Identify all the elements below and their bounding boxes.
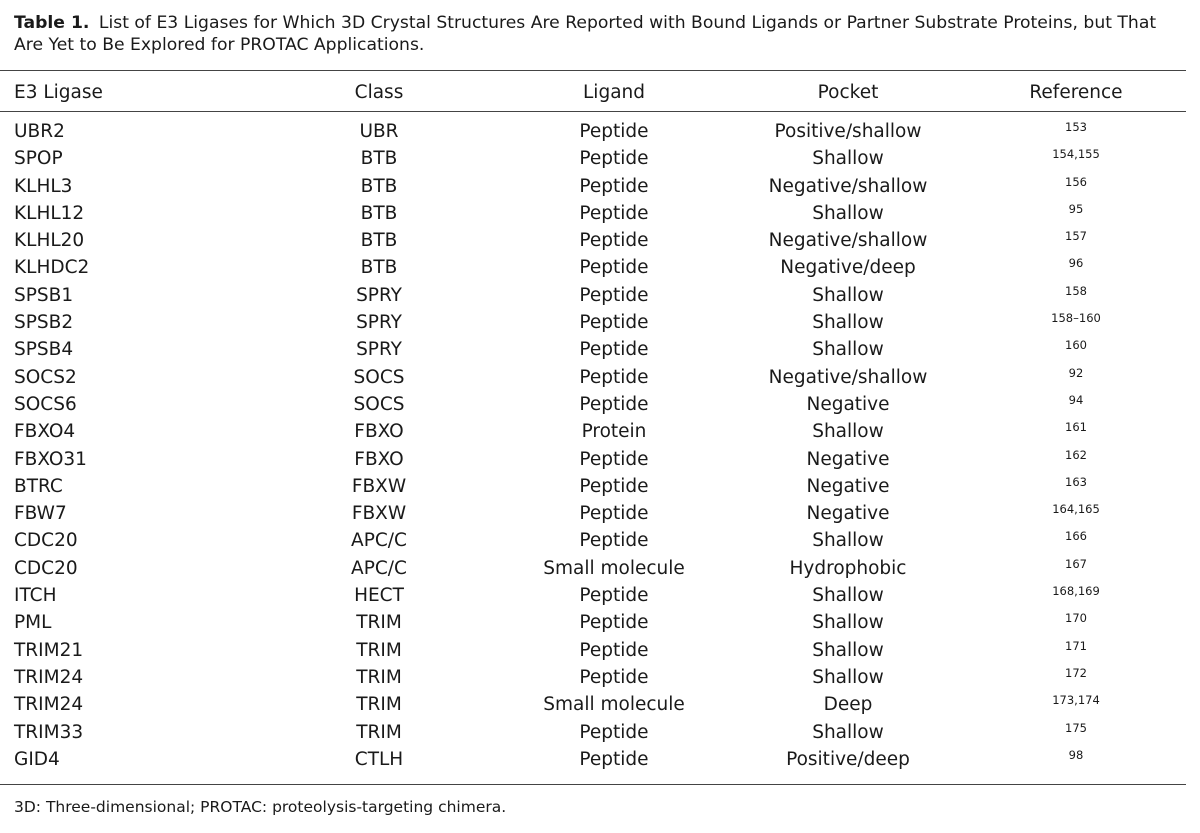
table-row <box>0 691 1200 718</box>
cell-pocket: Negative/shallow <box>768 175 928 197</box>
cell-pocket: Shallow <box>812 202 884 224</box>
table-row <box>0 391 1200 418</box>
table-row <box>0 112 1200 145</box>
table-body <box>0 112 1200 773</box>
table-bottom-rule <box>0 784 1186 785</box>
table-header-row <box>0 72 1200 112</box>
table-row <box>0 527 1200 554</box>
cell-class: SPRY <box>356 312 402 334</box>
cell-e3-ligase: KLHL20 <box>14 230 85 252</box>
cell-ligand: Peptide <box>579 721 649 743</box>
cell-pocket: Shallow <box>812 721 884 743</box>
cell-class: FBXW <box>351 503 407 525</box>
cell-reference: 164,165 <box>1052 502 1100 517</box>
table-caption <box>14 12 1184 56</box>
cell-class: BTB <box>360 230 398 252</box>
cell-e3-ligase: KLHL3 <box>14 175 73 197</box>
cell-ligand: Peptide <box>579 366 649 388</box>
cell-ligand: Peptide <box>579 475 649 497</box>
cell-reference: 160 <box>1065 338 1087 353</box>
cell-class: FBXO <box>354 448 404 470</box>
table-row <box>0 227 1200 254</box>
cell-ligand: Small molecule <box>543 557 685 579</box>
cell-ligand: Peptide <box>579 257 649 279</box>
cell-class: FBXW <box>351 475 407 497</box>
cell-reference: 175 <box>1065 720 1087 735</box>
table-row <box>0 582 1200 609</box>
cell-e3-ligase: KLHL12 <box>14 202 85 224</box>
cell-reference: 166 <box>1065 529 1087 544</box>
cell-pocket: Shallow <box>812 666 884 688</box>
cell-e3-ligase: PML <box>14 612 52 634</box>
cell-ligand: Peptide <box>579 393 649 415</box>
cell-class: TRIM <box>356 721 402 743</box>
table-row <box>0 719 1200 746</box>
cell-e3-ligase: BTRC <box>14 475 63 497</box>
cell-e3-ligase: TRIM21 <box>14 639 84 661</box>
cell-e3-ligase: SPSB4 <box>14 339 74 361</box>
cell-class: SOCS <box>353 366 405 388</box>
cell-reference: 154,155 <box>1052 147 1100 162</box>
cell-e3-ligase: SOCS6 <box>14 393 77 415</box>
cell-class: FBXO <box>354 421 404 443</box>
cell-e3-ligase: CDC20 <box>14 557 78 579</box>
cell-pocket: Shallow <box>812 421 884 443</box>
cell-ligand: Protein <box>581 421 647 443</box>
cell-pocket: Shallow <box>812 612 884 634</box>
cell-reference: 161 <box>1065 420 1087 435</box>
cell-ligand: Peptide <box>579 312 649 334</box>
table-row <box>0 336 1200 363</box>
table-row <box>0 309 1200 336</box>
table-row <box>0 500 1200 527</box>
cell-reference: 158–160 <box>1051 311 1101 326</box>
cell-e3-ligase: TRIM24 <box>14 694 84 716</box>
cell-ligand: Peptide <box>579 666 649 688</box>
header-class: Class <box>354 81 404 103</box>
cell-class: BTB <box>360 202 398 224</box>
cell-ligand: Peptide <box>579 748 649 770</box>
cell-reference: 95 <box>1068 201 1084 216</box>
header-pocket: Pocket <box>817 81 879 103</box>
cell-pocket: Shallow <box>812 312 884 334</box>
table-row <box>0 637 1200 664</box>
cell-reference: 172 <box>1065 665 1087 680</box>
cell-class: BTB <box>360 148 398 170</box>
cell-reference: 168,169 <box>1052 584 1100 599</box>
table-row <box>0 446 1200 473</box>
cell-pocket: Shallow <box>812 530 884 552</box>
cell-e3-ligase: TRIM24 <box>14 666 84 688</box>
cell-e3-ligase: SPSB2 <box>14 312 74 334</box>
cell-e3-ligase: FBXO4 <box>14 421 76 443</box>
header-ligand: Ligand <box>583 81 645 103</box>
cell-reference: 98 <box>1068 747 1084 762</box>
cell-ligand: Peptide <box>579 503 649 525</box>
cell-ligand: Peptide <box>579 612 649 634</box>
cell-reference: 171 <box>1065 638 1087 653</box>
cell-class: SPRY <box>356 339 402 361</box>
cell-pocket: Shallow <box>812 639 884 661</box>
cell-reference: 156 <box>1065 174 1087 189</box>
cell-ligand: Peptide <box>579 339 649 361</box>
table-row <box>0 254 1200 281</box>
cell-e3-ligase: FBW7 <box>14 503 67 525</box>
cell-pocket: Negative <box>806 393 890 415</box>
cell-class: BTB <box>360 257 398 279</box>
table-row <box>0 555 1200 582</box>
table-row <box>0 364 1200 391</box>
cell-reference: 158 <box>1065 283 1087 298</box>
cell-class: TRIM <box>356 666 402 688</box>
cell-e3-ligase: ITCH <box>14 585 57 607</box>
cell-class: SPRY <box>356 284 402 306</box>
table-row <box>0 473 1200 500</box>
table-row <box>0 145 1200 172</box>
cell-ligand: Small molecule <box>543 694 685 716</box>
cell-class: SOCS <box>353 393 405 415</box>
cell-ligand: Peptide <box>579 121 649 142</box>
cell-class: BTB <box>360 175 398 197</box>
cell-pocket: Negative <box>806 475 890 497</box>
cell-pocket: Shallow <box>812 284 884 306</box>
cell-class: APC/C <box>351 530 407 552</box>
cell-reference: 163 <box>1065 474 1087 489</box>
header-reference: Reference <box>1029 81 1123 103</box>
cell-pocket: Negative/deep <box>780 257 916 279</box>
table-row <box>0 664 1200 691</box>
cell-ligand: Peptide <box>579 448 649 470</box>
table-caption-text: List of E3 Ligases for Which 3D Crystal Structures Are Reported with Bound Ligands or Partner Substrate Proteins, but That Are Yet to Be Explored for PROTAC Applications. <box>14 13 1157 55</box>
cell-ligand: Peptide <box>579 639 649 661</box>
cell-pocket: Shallow <box>812 585 884 607</box>
cell-e3-ligase: SOCS2 <box>14 366 77 388</box>
cell-pocket: Negative <box>806 448 890 470</box>
cell-reference: 96 <box>1068 256 1084 271</box>
cell-e3-ligase: FBXO31 <box>14 448 87 470</box>
table-caption-label: Table 1. <box>14 13 90 33</box>
cell-class: CTLH <box>354 748 404 770</box>
cell-reference: 170 <box>1065 611 1087 626</box>
cell-e3-ligase: SPSB1 <box>14 284 74 306</box>
table-row <box>0 746 1200 773</box>
cell-reference: 94 <box>1068 392 1084 407</box>
cell-e3-ligase: UBR2 <box>14 121 65 142</box>
table-row <box>0 282 1200 309</box>
cell-class: APC/C <box>351 557 407 579</box>
cell-pocket: Positive/deep <box>786 748 910 770</box>
cell-ligand: Peptide <box>579 530 649 552</box>
cell-reference: 157 <box>1065 229 1087 244</box>
cell-class: TRIM <box>356 612 402 634</box>
cell-e3-ligase: TRIM33 <box>14 721 84 743</box>
cell-pocket: Negative/shallow <box>768 230 928 252</box>
cell-e3-ligase: CDC20 <box>14 530 78 552</box>
header-e3-ligase: E3 Ligase <box>14 81 103 103</box>
cell-pocket: Negative <box>806 503 890 525</box>
cell-class: UBR <box>359 121 399 142</box>
cell-pocket: Deep <box>823 694 873 716</box>
cell-reference: 153 <box>1065 120 1087 134</box>
cell-class: TRIM <box>356 639 402 661</box>
e3-ligase-table <box>0 72 1200 773</box>
cell-pocket: Negative/shallow <box>768 366 928 388</box>
table-row <box>0 173 1200 200</box>
cell-reference: 167 <box>1065 556 1087 571</box>
table-footnote: 3D: Three-dimensional; PROTAC: proteolysis-targeting chimera. <box>14 798 507 816</box>
cell-e3-ligase: SPOP <box>14 148 63 170</box>
cell-ligand: Peptide <box>579 202 649 224</box>
table-row <box>0 418 1200 445</box>
cell-reference: 173,174 <box>1052 693 1100 708</box>
table-top-rule <box>0 70 1186 71</box>
cell-e3-ligase: KLHDC2 <box>14 257 90 279</box>
cell-class: HECT <box>354 585 404 607</box>
cell-ligand: Peptide <box>579 585 649 607</box>
cell-pocket: Hydrophobic <box>789 557 907 579</box>
cell-e3-ligase: GID4 <box>14 748 60 770</box>
cell-reference: 162 <box>1065 447 1087 462</box>
cell-ligand: Peptide <box>579 175 649 197</box>
cell-ligand: Peptide <box>579 284 649 306</box>
table-row <box>0 200 1200 227</box>
table-row <box>0 609 1200 636</box>
cell-pocket: Shallow <box>812 148 884 170</box>
cell-reference: 92 <box>1068 365 1084 380</box>
cell-ligand: Peptide <box>579 230 649 252</box>
cell-class: TRIM <box>356 694 402 716</box>
cell-pocket: Shallow <box>812 339 884 361</box>
cell-pocket: Positive/shallow <box>774 121 922 142</box>
cell-ligand: Peptide <box>579 148 649 170</box>
